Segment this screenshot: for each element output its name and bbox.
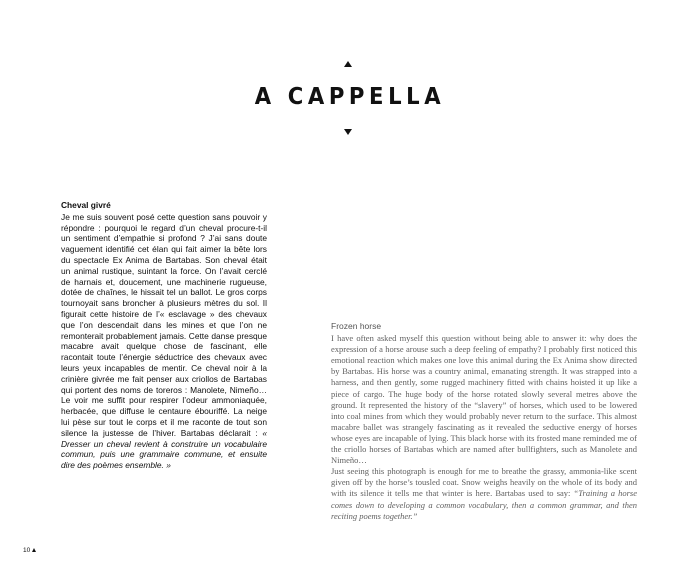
english-text-column xyxy=(331,321,637,522)
page-number-marker xyxy=(23,547,36,555)
french-quote: « Dresser un cheval revient à construire un vocabulaire commun, puis une grammaire commune, et ensuite dire des poèmes ensemble. » xyxy=(61,427,267,471)
english-body-2: Just seeing this photograph is enough for me to breathe the grassy, ammonia-like scent given off by the horse’s tousled coat. Snow weighs heavily on the whole of its body and with its silence it tells me that winter is here. Bartabas used to say: xyxy=(331,466,637,499)
triangle-up-icon xyxy=(344,61,352,67)
page-title: A CAPPELLA xyxy=(254,84,446,110)
english-quote: “Training a horse comes down to developing a common vocabulary, then a common grammar, and then reciting poems together.” xyxy=(331,488,637,521)
english-paragraph-1: I have often asked myself this question without being able to answer it: why does the expression of a horse arouse such a deep feeling of empathy? I probably first noticed this emotional reaction which makes one love this animal during the Ex Anima show directed by Bartabas. His horse was a country animal, emanating strength. It was strapped into a harness, and then gently, some rugged machinery fitted with chains hoisted it up like a piece of cargo. The huge body of the horse rotated slowly several metres above the ground. It represented the history of the “slavery” of horses, which used to be lowered into coal mines from which they would probably never return to the surface. This almost macabre ballet was strangely fascinating as it revealed the seductive energy of horses whose eyes are incapable of lying. This black horse with its frosted mane reminded me of the criollo horses of Bartabas which are named after bullfighters, such as Manolete and Nimeño… xyxy=(331,333,637,466)
triangle-marker-icon xyxy=(32,548,36,552)
english-paragraph-2 xyxy=(331,466,637,521)
english-heading: Frozen horse xyxy=(331,321,382,331)
title-block xyxy=(0,56,700,138)
french-paragraph xyxy=(61,212,267,471)
french-text-column xyxy=(61,200,267,471)
triangle-down-icon xyxy=(344,129,352,135)
french-heading: Cheval givré xyxy=(61,200,111,210)
page-number: 10 xyxy=(23,547,31,554)
french-body: Je me suis souvent posé cette question sans pouvoir y répondre : pourquoi le regard d’un cheval procure-t-il un sentiment d’empathie si profond ? J’ai sans doute vaguement identifié cet élan qui fait aimer la bête lors du spectacle Ex Anima de Bartabas. Son cheval était un animal rustique, suintant la force. On l’avait cerclé de harnais et, doucement, une machinerie rugueuse, dotée de chaînes, le hissait tel un ballot. Le gros corps tournoyait sans broncher à plusieurs mètres du sol. Il figurait cette histoire de l’« esclavage » des chevaux que l’on descendait dans les mines et que l’on ne remonterait probablement jamais. Cette danse presque macabre avait quelque chose de fascinant, elle racontait toute l’énergie séductrice des chevaux avec leurs yeux incapables de mentir. Ce cheval noir à la crinière givrée me fait penser aux criollos de Bartabas qui portent des noms de toreros : Manolete, Nimeño… Le voir me suffit pour respirer l’odeur ammoniaquée, herbacée, que diffuse le centaure ébouriffé. La neige lui pèse sur tout le corps et il me raconte de tout son silence la justesse de l’hiver. Bartabas déclarait : xyxy=(61,211,267,438)
